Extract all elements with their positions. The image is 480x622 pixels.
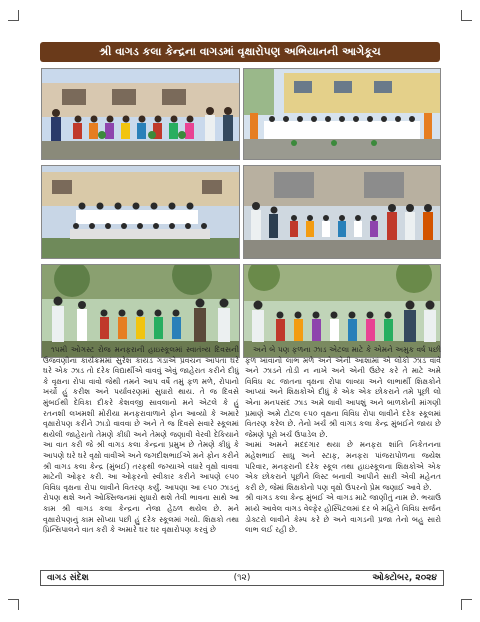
page-footer: [40, 570, 444, 586]
photo-2: [243, 68, 441, 160]
article-column-left: [43, 345, 239, 536]
crop-mark-top-left: [8, 10, 19, 21]
article-paragraph: અને બે પણ ફળના ઝાડ એટલા માટે કે એમને અમુક વર્ષ પછી ફળ ખાવાનો લાભ મળે અને એની આશામાં એ લોકો ઝાડ વાવે અને ઝાડને તોડી ન નાખે અને એની ઉછેર કરે તે માટે અમે વિવિધ ૨૮ જાતના વૃક્ષના રોપા લાવ્યા અને લાભાર્થી શિક્ષકોને આપ્યાં અને શિક્ષકોએ દીધું કે એક એક છોકરાને તમે પૂછી લો એના મનપસંદ ઝાડ અમે લાવી આપશું અને બાળકોની માંગણી પ્રમાણે અમે ટોટલ ૯૫૦ વૃક્ષના વિવિધ રોપા લાવીને દરેક સ્કૂલમાં વિતરણ કરેલ છે. તેનો ખર્ચ શ્રી વાગડ કલા કેન્દ્ર મુંબઈને જાય છે જેમણે પૂરો ખર્ચ ઉપાડેલ છે. આમાં અમને મદદગાર થયા છે મનફરા શાંતિ નિકેતનના મહેશભાઈ સાધુ અને સ્ટાફ, મનફરા પાંજરાપોળના જયેશ પરિવાર, મનફરાની દરેક સ્કૂલ તથા હાઇસ્કૂલના શિક્ષકોએ એક એક છોકરાને પૂછીને લિસ્ટ બનાવી આપીને સારી એવી મહેનત કરી છે, જેમાં શિક્ષકોનો પણ વૃક્ષો ઉપરનો પ્રેમ જણાઈ આવે છે. શ્રી વાગડ કલા કેન્દ્ર મુંબઈ એ વાગડ માટે જાણીતું નામ છે. ભચાઉ મધ્યે આવેલ વાગડ વેલ્ફેર હોસ્પિટલમાં દર બે મહિને વિવિધ સર્જન ડોક્ટરો લાવીને કેમ્પ કરે છે અને વાગડની પ્રજા તેનો બહુ સારો લાભ લઈ રહી છે.: [245, 345, 441, 535]
photo-1: [41, 68, 240, 160]
page-title: શ્રી વાગડ કલા કેન્દ્રના વાગડમાં વૃક્ષારોપણ અભિયાનની આગેકૂચ: [40, 42, 440, 62]
publication-name: વાગડ સંદેશ: [47, 573, 89, 583]
article-paragraph: ૧૫મી ઓગસ્ટ રોજ મનફરાની હાઇસ્કૂલમાં સ્વાતંત્ર્ય દિવસની ઉજવણીના કાર્યક્રમમાં સુરેશ કાયડ ગડાએ પ્રવચન આપતા ઘરે ઘરે એક ઝાડ તો દરેક વિદ્યાર્થીએ વાવવું એવું જાહેરાત કરીને દીધું કે વૃક્ષના રોપા વાવો જેથી તમને આપ વર્ષે તમું ફળ મળે, રોપાનો ખર્ચો હું કરીશ અને પર્યાવરણમાં સુધારો થાય. તે જ દિવસે મુંબઈથી દેવિકા દીકરે કેશવજી સાવલાનો મને એટલે કે હું રતનશી લખમશી મોરીયા મનફરાવાળાને ફોન આવ્યો કે અમારે વૃક્ષારોપણ કરીને ઝાડો વાવવા છે અને તે જ દિવસે સવારે સ્કૂલમાં થયેલી જાહેરાતો તેમણે કીધી અને તેમણે જણાવી વેરવી દેકિયાને આ વાત કરી જે શ્રી વાગડ કલા કેન્દ્રના પ્રમુખ છે તેમણે કીધું કે આપણે ઘરે ઘરે વૃક્ષો વાવીએ અને જગદીશભાઈએ મને ફોન કરીને શ્રી વાગડ કલા કેન્દ્ર (મુંબઈ) તરફથી જગ્યાએ વધારે વૃક્ષો વાવવા માટેની ઓફર કરી. આ ઓફરનો સ્વીકાર કરીને આપણે ૯૫૦ વિવિધ વૃક્ષના રોપા લાવીને વિતરણ કર્યું. આપણા આ ૯૫૦ ઝાડનું રોપણ થશે અને ઓક્સિજનમાં સુધારો થશે તેવી ભાવના સાથે આ કામ શ્રી વાગડ કલા કેન્દ્રના નેજા હેઠળ થયેલ છે. મને વૃક્ષારોપણનું કામ સોંપ્યા પછી હું દરેક સ્કૂલમાં ગયો. શિક્ષકો તથા પ્રિન્સિપાલને વાત કરી કે અમારે ઘર ઘર વૃક્ષારોપણ કરવું છે: [43, 345, 239, 535]
crop-mark-bottom-right: [461, 599, 472, 610]
photo-4: [243, 165, 441, 259]
article-column-right: [245, 345, 441, 536]
crop-mark-bottom-left: [8, 599, 19, 610]
page-number: (૧૨): [233, 573, 251, 583]
photo-6: [243, 264, 441, 358]
photo-5: [41, 264, 240, 358]
crop-mark-top-right: [461, 10, 472, 21]
issue-date: ઓક્ટોબર, ૨૦૨૪: [372, 573, 437, 583]
photo-3: [41, 165, 240, 259]
